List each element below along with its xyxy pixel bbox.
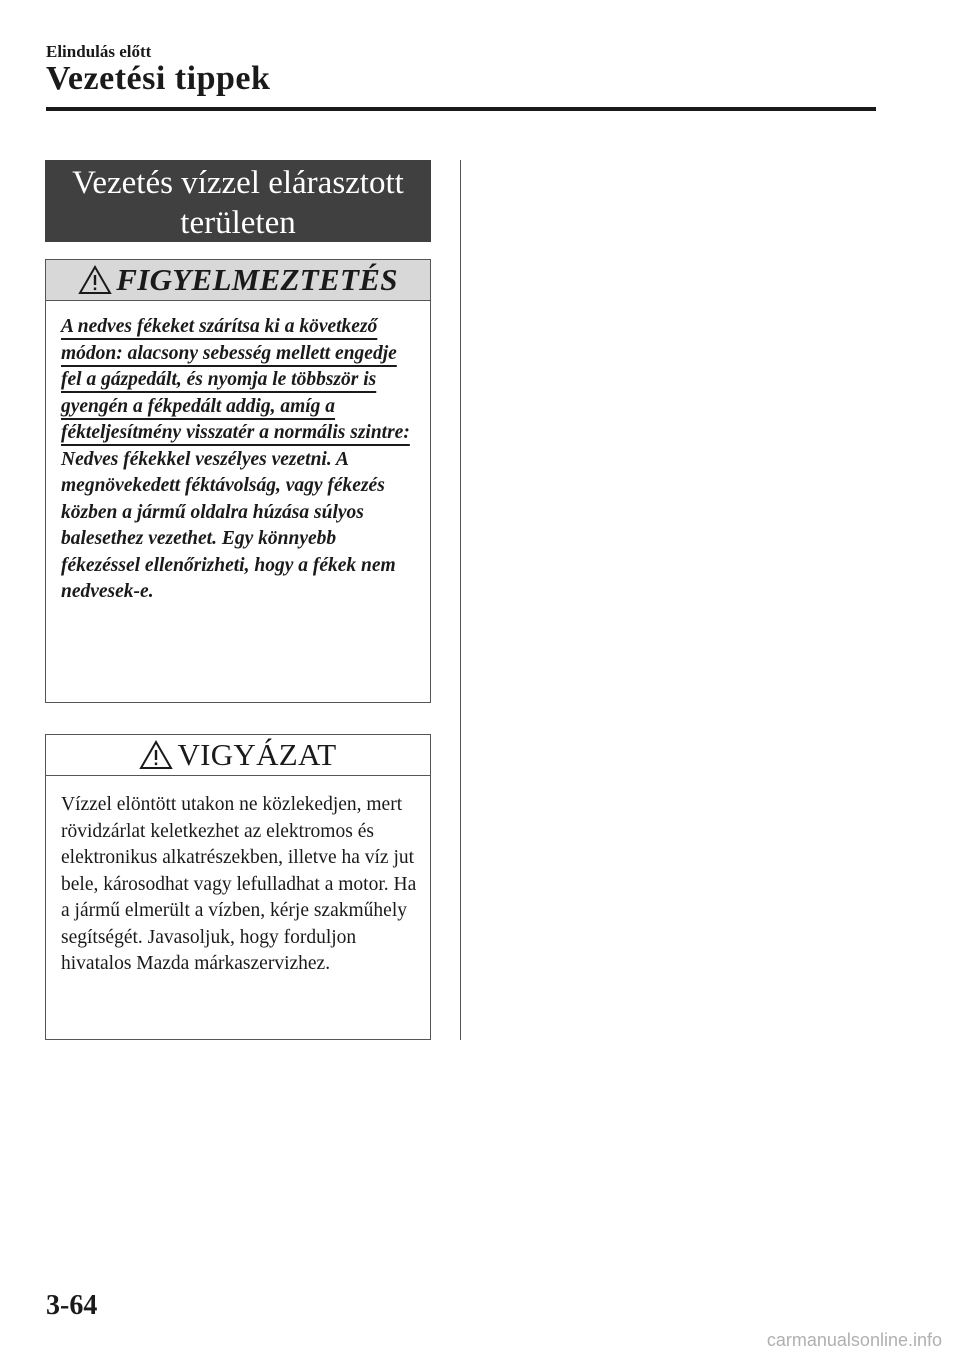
chapter-label: Elindulás előtt bbox=[46, 42, 152, 61]
warning-triangle-icon bbox=[139, 740, 173, 770]
caution-text: Vízzel elöntött utakon ne közlekedjen, mert rövidzárlat keletkezhet az elektromos és elektronikus alkatrészekben, illetve ha víz jut bele, károsodhat vagy lefulladhat a motor. Ha a jármű elmerült a vízben, kérje szakműhely segítségét. Javasoljuk, hogy forduljon hivatalos Mazda márkaszervizhez. bbox=[61, 794, 417, 974]
caution-box bbox=[45, 734, 431, 1040]
watermark: carmanualsonline.info bbox=[766, 1330, 942, 1350]
column-divider bbox=[460, 160, 461, 1040]
section-title: Vezetési tippek bbox=[46, 60, 271, 97]
warning-body bbox=[46, 301, 430, 606]
warning-box bbox=[45, 259, 431, 703]
page-number: 3-64 bbox=[46, 1290, 98, 1321]
warning-triangle-icon bbox=[78, 265, 112, 295]
topic-heading: Vezetés vízzel elárasztott területen bbox=[45, 160, 431, 242]
warning-label: FIGYELMEZTETÉS bbox=[116, 262, 398, 297]
warning-underlined-text: A nedves fékeket szárítsa ki a következő módon: alacsony sebesség mellett engedje fel a gázpedált, és nyomja le többször is gyengén a fékpedált addig, amíg a fékteljesítmény visszatér a normális szintre: bbox=[61, 316, 410, 443]
header-rule bbox=[46, 107, 876, 111]
caution-header bbox=[46, 735, 430, 776]
warning-header bbox=[46, 260, 430, 301]
warning-text: Nedves fékekkel veszélyes vezetni. A megnövekedett féktávolság, vagy fékezés közben a jármű oldalra húzása súlyos balesethez vezethet. Egy könnyebb fékezéssel ellenőrizheti, hogy a fékek nem nedvesek-e. bbox=[61, 448, 396, 602]
caution-label: VIGYÁZAT bbox=[177, 737, 337, 772]
